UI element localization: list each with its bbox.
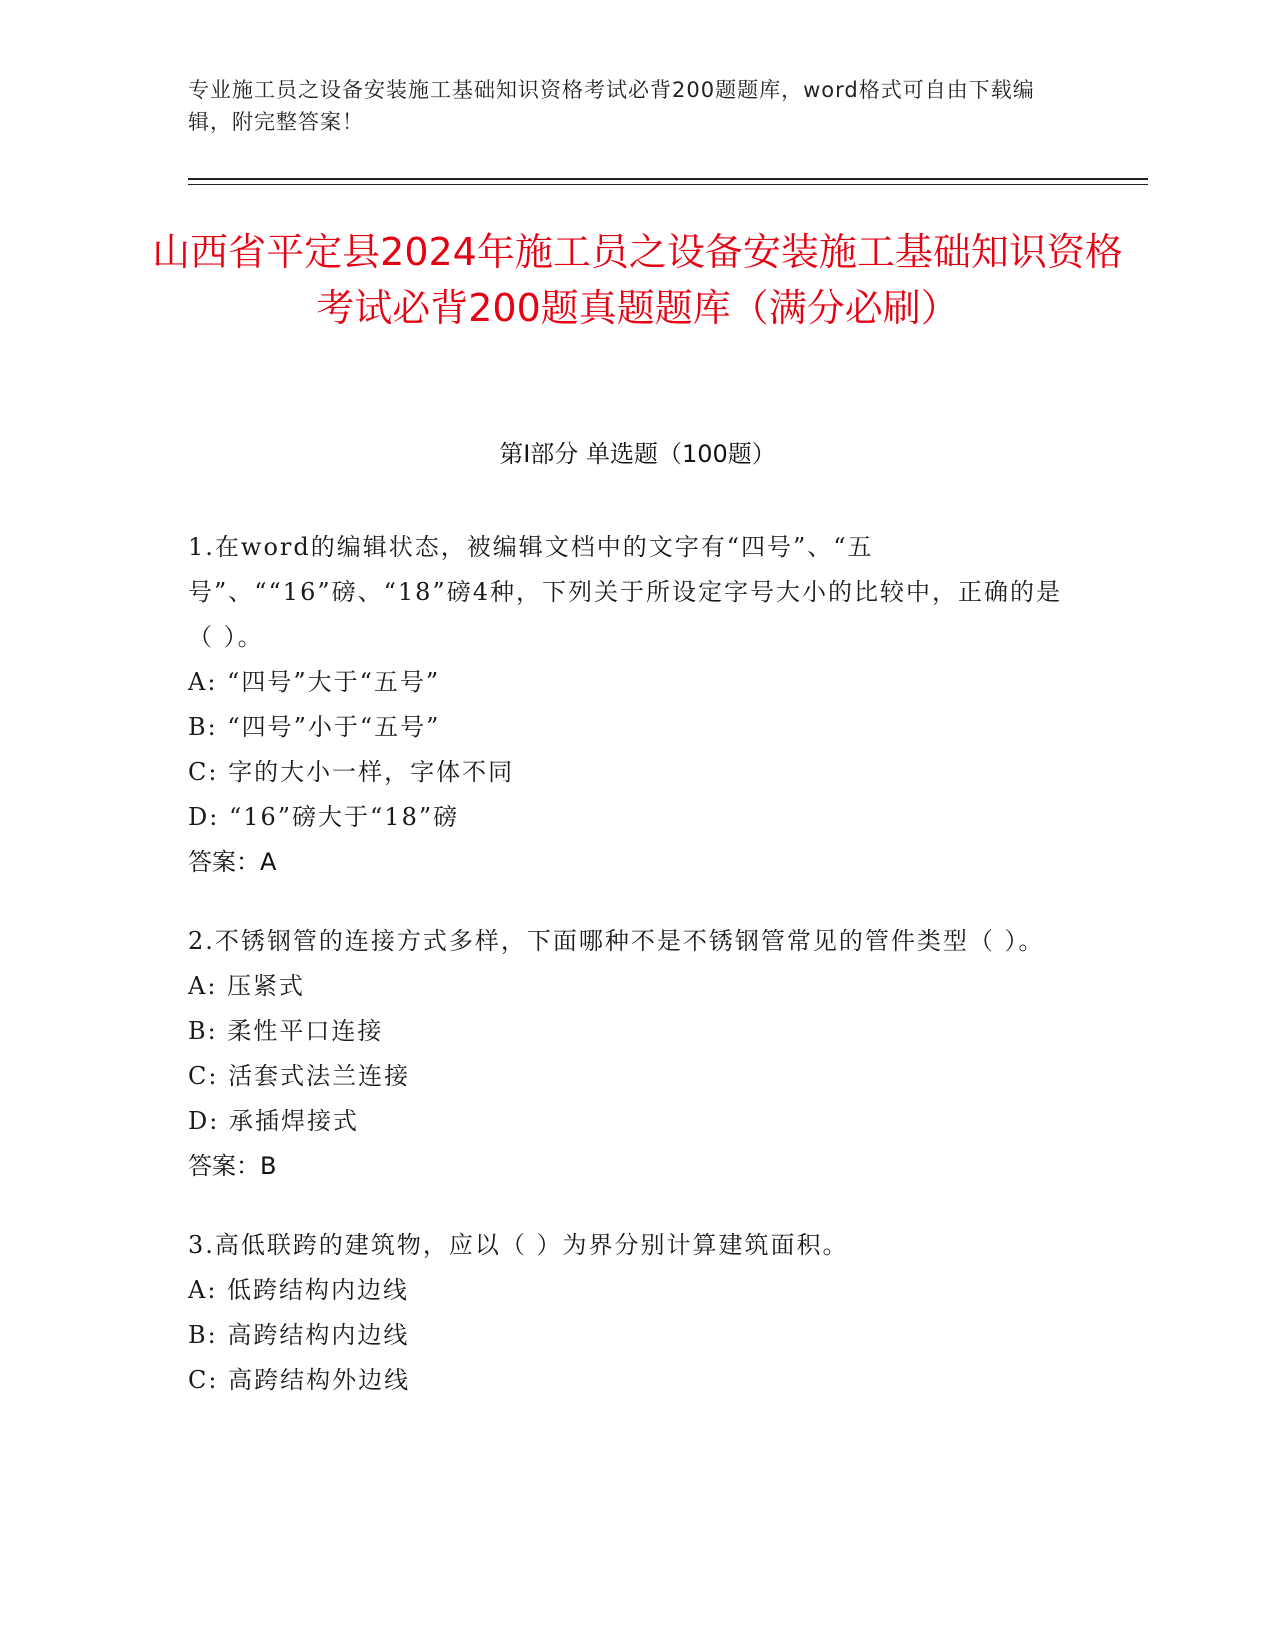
option-a: A: “四号”大于“五号”: [188, 668, 441, 696]
option-c: C: 字的大小一样，字体不同: [188, 758, 515, 786]
header-rule-thin: [188, 184, 1148, 185]
option-a: A: 低跨结构内边线: [188, 1276, 410, 1304]
option-d: D: “16”磅大于“18”磅: [188, 803, 460, 831]
question-stem: 3.高低联跨的建筑物，应以（ ）为界分别计算建筑面积。: [188, 1231, 849, 1259]
option-d: D: 承插焊接式: [188, 1107, 359, 1135]
option-b: B: “四号”小于“五号”: [188, 713, 441, 741]
option-b: B: 高跨结构内边线: [188, 1321, 410, 1349]
question-2: [188, 919, 1068, 1189]
option-b: B: 柔性平口连接: [188, 1017, 384, 1045]
question-stem: 1.在word的编辑状态，被编辑文档中的文字有“四号”、“五号”、““16”磅、“18”磅4种，下列关于所设定字号大小的比较中，正确的是（ ）。: [188, 533, 1062, 651]
option-c: C: 高跨结构外边线: [188, 1366, 411, 1394]
answer: 答案：A: [188, 848, 277, 876]
answer: 答案：B: [188, 1152, 277, 1180]
header-rule-thick: [188, 178, 1148, 180]
option-a: A: 压紧式: [188, 972, 306, 1000]
question-1: [188, 525, 1068, 885]
option-c: C: 活套式法兰连接: [188, 1062, 411, 1090]
section-title: 第Ⅰ部分 单选题（100题）: [499, 440, 776, 468]
question-3: [188, 1223, 1068, 1403]
document-title: 山西省平定县2024年施工员之设备安装施工基础知识资格考试必背200题真题题库（满分必刷）: [152, 230, 1123, 330]
question-list: [188, 525, 1068, 1437]
question-stem: 2.不锈钢管的连接方式多样，下面哪种不是不锈钢管常见的管件类型（ ）。: [188, 927, 1045, 955]
header-note: 专业施工员之设备安装施工基础知识资格考试必背200题题库，word格式可自由下载编辑，附完整答案！: [188, 78, 1035, 134]
